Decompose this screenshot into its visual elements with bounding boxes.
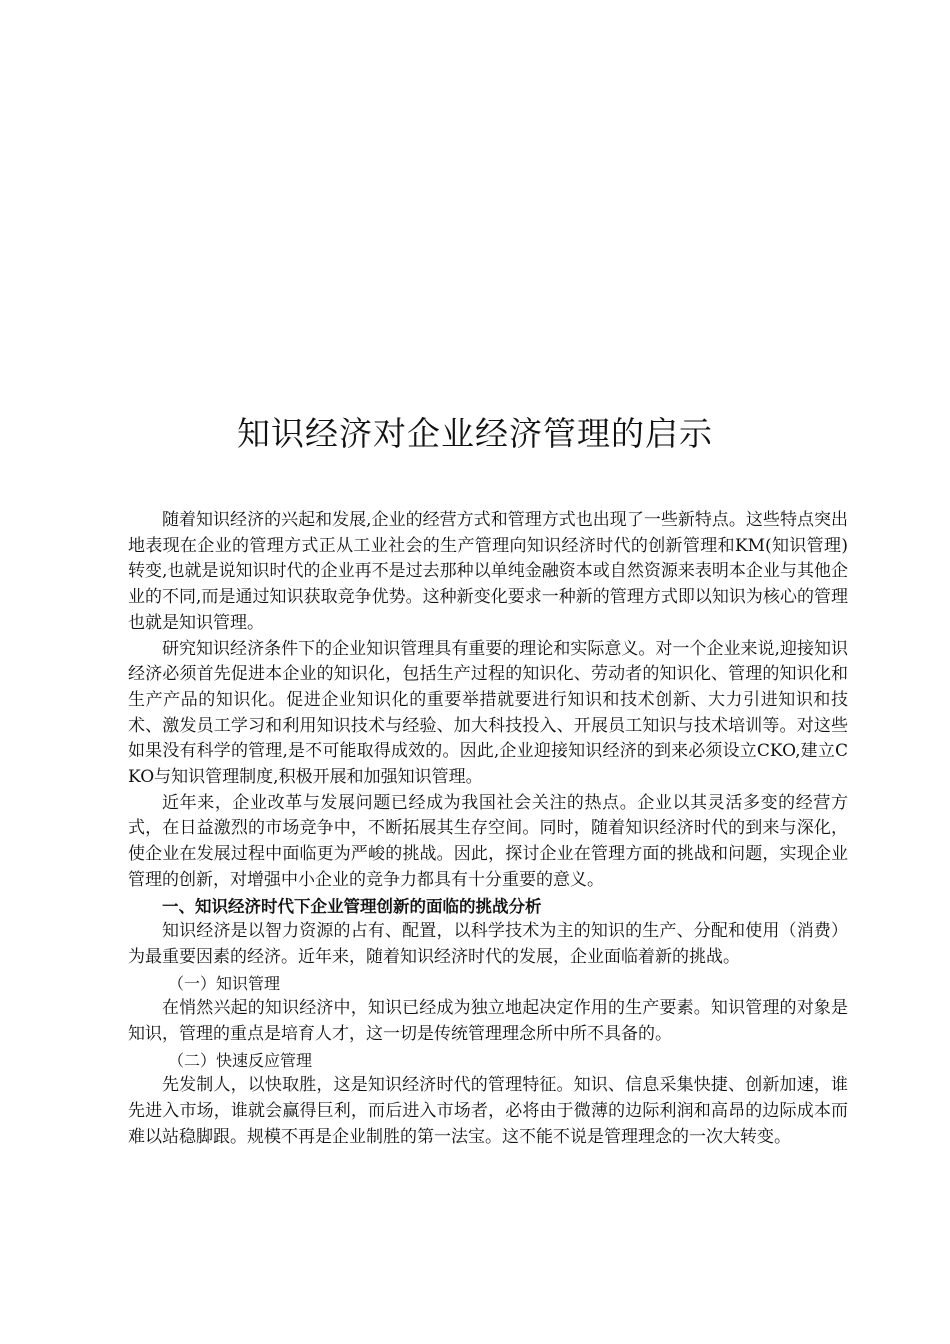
subsection-text-knowledge-management: 在悄然兴起的知识经济中，知识已经成为独立地起决定作用的生产要素。知识管理的对象是知识，管理的重点是培育人才，这一切是传统管理理念所中所不具备的。: [128, 998, 848, 1045]
section-intro: 知识经济是以智力资源的占有、配置，以科学技术为主的知识的生产、分配和使用（消费）为最重要因素的经济。近年来，随着知识经济时代的发展，企业面临着新的挑战。: [128, 921, 848, 967]
subsection-text-quick-response: 先发制人，以快取胜，这是知识经济时代的管理特征。知识、信息采集快捷、创新加速，谁先进入市场，谁就会赢得巨利，而后进入市场者，必将由于微薄的边际利润和高昂的边际成本而难以站稳脚跟。规模不再是企业制胜的第一法宝。这不能不说是管理理念的一次大转变。: [128, 1075, 848, 1147]
subsection-heading-knowledge-management: （一）知识管理: [168, 973, 281, 993]
document-body: [128, 508, 848, 1151]
paragraph-research: 研究知识经济条件下的企业知识管理具有重要的理论和实际意义。对一个企业来说,迎接知识经济必须首先促进本企业的知识化，包括生产过程的知识化、劳动者的知识化、管理的知识化和生产产品的知识化。促进企业知识化的重要举措就要进行知识和技术创新、大力引进知识和技术、激发员工学习和利用知识技术与经验、加大科技投入、开展员工知识与技术培训等。对这些如果没有科学的管理,是不可能取得成效的。因此,企业迎接知识经济的到来必须设立CKO,建立CKO与知识管理制度,积极开展和加强知识管理。: [128, 638, 848, 788]
paragraph-recent: 近年来，企业改革与发展问题已经成为我国社会关注的热点。企业以其灵活多变的经营方式，在日益激烈的市场竞争中，不断拓展其生存空间。同时，随着知识经济时代的到来与深化，使企业在发展过程中面临更为严峻的挑战。因此，探讨企业在管理方面的挑战和问题，实现企业管理的创新，对增强中小企业的竞争力都具有十分重要的意义。: [128, 792, 848, 890]
document-title: 知识经济对企业经济管理的启示: [237, 414, 713, 453]
section-heading: 一、知识经济时代下企业管理创新的面临的挑战分析: [162, 896, 542, 916]
subsection-heading-quick-response: （二）快速反应管理: [168, 1050, 313, 1070]
paragraph-intro: 随着知识经济的兴起和发展,企业的经营方式和管理方式也出现了一些新特点。这些特点突出地表现在企业的管理方式正从工业社会的生产管理向知识经济时代的创新管理和KM(知识管理)转变,也就是说知识时代的企业再不是过去那种以单纯金融资本或自然资源来表明本企业与其他企业的不同,而是通过知识获取竞争优势。这种新变化要求一种新的管理方式即以知识为核心的管理也就是知识管理。: [128, 510, 848, 633]
